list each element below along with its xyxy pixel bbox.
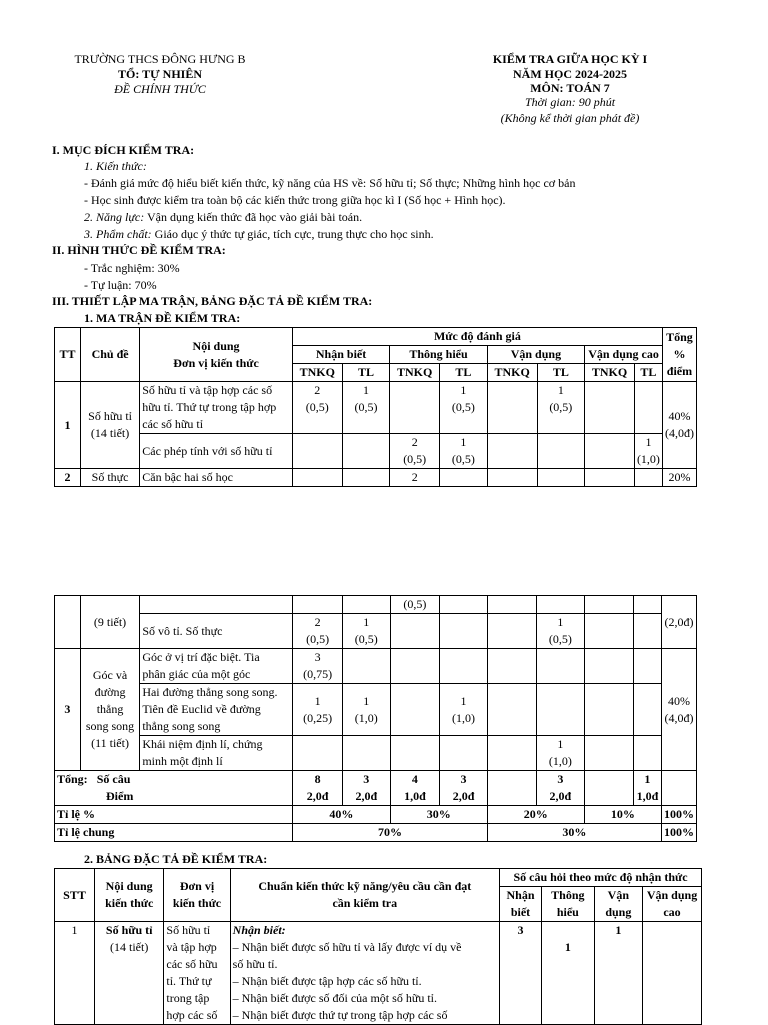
matrix-table-part-1 — [54, 327, 697, 487]
count-cell — [487, 434, 537, 469]
content-cell: Số hữu tỉ và tập hợp các số hữu tỉ. Thứ tự trong tập hợp các số hữu tỉ — [140, 382, 293, 434]
count-cell: 1 (1,0) — [342, 684, 390, 736]
count-cell: 1 (0,5) — [342, 382, 390, 434]
count-cell — [487, 649, 536, 684]
content-cell: Khái niệm định lí, chứng minh một định lí — [140, 736, 293, 771]
ratio-label: Tỉ lệ % — [55, 806, 293, 824]
competence-line — [84, 209, 362, 226]
count-cell — [487, 614, 536, 649]
header-tt: TT — [55, 328, 81, 382]
count-cell — [440, 736, 488, 771]
count-cell: 1 (0,5) — [342, 614, 390, 649]
count-cell — [584, 614, 633, 649]
row-number: 3 — [55, 649, 81, 771]
count-cell — [633, 614, 661, 649]
spec-header-level: Thông hiểu — [542, 887, 595, 922]
sum-cell — [584, 771, 633, 806]
header-tnkq: TNKQ — [292, 364, 342, 382]
ratio-cell: 40% — [293, 806, 390, 824]
count-cell: 1 (0,5) — [537, 382, 585, 434]
count-cell — [440, 469, 488, 487]
overall-ratio-row — [55, 824, 697, 842]
count-cell — [633, 596, 661, 614]
ratio-cell: 100% — [661, 806, 696, 824]
header-level-application: Vận dụng — [487, 346, 584, 364]
total-label-cell: Tổng: Số câu Điểm — [55, 771, 293, 806]
content-cell — [140, 596, 293, 614]
competence-label: 2. Năng lực: — [84, 210, 145, 224]
count-cell — [342, 434, 390, 469]
count-cell — [390, 649, 440, 684]
content-cell: Góc ở vị trí đặc biệt. Tia phân giác của một góc — [140, 649, 293, 684]
school-year: NĂM HỌC 2024-2025 — [513, 67, 627, 81]
header-tl: TL — [634, 364, 662, 382]
table-row — [55, 736, 697, 771]
subject: MÔN: TOÁN 7 — [530, 81, 610, 95]
content-cell: Căn bậc hai số học — [140, 469, 293, 487]
spec-stt: 1 — [55, 922, 95, 1025]
count-cell — [390, 382, 440, 434]
time-note: (Không kể thời gian phát đề) — [500, 111, 640, 125]
header-tl: TL — [537, 364, 585, 382]
count-cell — [487, 596, 536, 614]
sum-cell — [487, 771, 536, 806]
count-cell: 1 (1,0) — [537, 736, 585, 771]
count-cell: 1 (1,0) — [440, 684, 488, 736]
header-tl: TL — [342, 364, 390, 382]
section-1-title: I. MỤC ĐÍCH KIỂM TRA: — [52, 143, 195, 157]
header-tnkq: TNKQ — [487, 364, 537, 382]
table-row — [55, 614, 697, 649]
ratio-cell: 10% — [584, 806, 661, 824]
content-cell: Hai đường thẳng song song. Tiên đề Euclid về đường thẳng song song — [140, 684, 293, 736]
count-cell — [390, 684, 440, 736]
count-cell — [584, 649, 633, 684]
row-number: 2 — [55, 469, 81, 487]
spec-subtitle: 2. BẢNG ĐẶC TẢ ĐỀ KIỂM TRA: — [84, 852, 268, 866]
competence-text: Vận dụng kiến thức đã học vào giải bài toán. — [144, 210, 363, 224]
header-tnkq: TNKQ — [390, 364, 440, 382]
header-total: Tổng % điểm — [662, 328, 696, 382]
count-cell: 2 — [390, 469, 440, 487]
overall-ratio-cell: 30% — [487, 824, 661, 842]
count-cell: 2 (0,5) — [293, 614, 343, 649]
count-cell: 1 (0,5) — [440, 382, 488, 434]
table-row — [55, 922, 702, 1025]
spec-header-standard: Chuẩn kiến thức kỹ năng/yêu cầu cần đạt cần kiểm tra — [230, 869, 499, 922]
matrix-table-part-2 — [54, 595, 697, 842]
count-cell: 1 (1,0) — [634, 434, 662, 469]
count-cell — [633, 649, 661, 684]
topic-cell: (9 tiết) — [80, 596, 140, 649]
school-name: TRƯỜNG THCS ĐÔNG HƯNG B — [74, 52, 246, 66]
total-cell: (2,0đ) — [661, 596, 696, 649]
count-cell — [440, 649, 488, 684]
table-row — [55, 684, 697, 736]
header-level: Mức độ đánh giá — [292, 328, 662, 346]
quality-text: Giáo dục ý thức tự giác, tích cực, trung thực cho học sinh. — [151, 227, 434, 241]
count-cell — [487, 684, 536, 736]
count-cell — [390, 736, 440, 771]
time-limit: Thời gian: 90 phút — [524, 95, 616, 109]
sum-cell: 3 2,0đ — [537, 771, 585, 806]
quality-label: 3. Phẩm chất: — [84, 227, 152, 241]
sum-cell — [661, 771, 696, 806]
spec-header-level: Nhận biết — [499, 887, 541, 922]
count-cell: (0,5) — [390, 596, 440, 614]
count-cell — [293, 736, 343, 771]
count-cell: 1 (0,5) — [440, 434, 488, 469]
overall-ratio-cell: 70% — [293, 824, 488, 842]
count-cell — [585, 382, 635, 434]
count-cell — [342, 649, 390, 684]
spec-header-stt: STT — [55, 869, 95, 922]
count-cell — [584, 736, 633, 771]
total-cell: 20% — [662, 469, 696, 487]
count-cell — [537, 684, 585, 736]
count-cell: 1 (0,25) — [293, 684, 343, 736]
sum-cell: 4 1,0đ — [390, 771, 440, 806]
header-level-high-application: Vận dụng cao — [585, 346, 663, 364]
spec-count-understanding: 1 — [542, 922, 595, 1025]
count-cell: 3 (0,75) — [293, 649, 343, 684]
topic-cell: Số thực — [80, 469, 139, 487]
official-label: ĐỀ CHÍNH THỨC — [114, 82, 206, 96]
ratio-cell: 30% — [390, 806, 487, 824]
count-cell — [537, 469, 585, 487]
content-cell: Số vô tỉ. Số thực — [140, 614, 293, 649]
knowledge-label: 1. Kiến thức: — [84, 159, 147, 173]
count-cell — [487, 469, 537, 487]
table-row — [55, 596, 697, 614]
overall-ratio-label: Tỉ lệ chung — [55, 824, 293, 842]
knowledge-item-1: - Đánh giá mức độ hiểu biết kiến thức, kỹ năng của HS về: Số hữu tỉ; Số thực; Những hình học cơ bản — [84, 176, 576, 190]
overall-ratio-cell: 100% — [661, 824, 696, 842]
count-cell — [634, 382, 662, 434]
row-number — [55, 596, 81, 649]
spec-count-recognition: 3 — [499, 922, 541, 1025]
count-cell — [342, 736, 390, 771]
count-cell — [584, 596, 633, 614]
total-cell: 40% (4,0đ) — [661, 649, 696, 771]
sum-cell: 3 2,0đ — [342, 771, 390, 806]
exam-title: KIỂM TRA GIỮA HỌC KỲ I — [492, 52, 648, 66]
spec-unit: Số hữu tỉ và tập hợp các số hữu tỉ. Thứ tự trong tập hợp các số — [164, 922, 230, 1025]
content-cell: Các phép tính với số hữu tỉ — [140, 434, 293, 469]
topic-cell: Góc và đường thẳng song song (11 tiết) — [80, 649, 140, 771]
form-essay: - Tự luận: 70% — [84, 278, 157, 292]
spec-count-high-application — [643, 922, 702, 1025]
spec-header-level: Vận dụng cao — [643, 887, 702, 922]
section-3-title: III. THIẾT LẬP MA TRẬN, BẢNG ĐẶC TẢ ĐỀ KIỂM TRA: — [52, 294, 373, 308]
count-cell — [390, 614, 440, 649]
count-cell — [293, 596, 343, 614]
form-mcq: - Trắc nghiệm: 30% — [84, 261, 180, 275]
matrix-subtitle: 1. MA TRẬN ĐỀ KIỂM TRA: — [84, 311, 241, 325]
count-cell — [342, 596, 390, 614]
sum-cell: 1 1,0đ — [633, 771, 661, 806]
sum-cell: 3 2,0đ — [440, 771, 488, 806]
count-cell: 2 (0,5) — [390, 434, 440, 469]
count-cell — [585, 469, 635, 487]
ratio-cell: 20% — [487, 806, 584, 824]
table-row — [55, 382, 697, 434]
count-cell — [487, 382, 537, 434]
header-tnkq: TNKQ — [585, 364, 635, 382]
quality-line — [84, 226, 434, 243]
count-cell — [292, 434, 342, 469]
header-level-understanding: Thông hiểu — [390, 346, 487, 364]
count-cell — [537, 596, 585, 614]
count-cell — [292, 469, 342, 487]
count-cell — [585, 434, 635, 469]
spec-content: Số hữu tỉ (14 tiết) — [94, 922, 163, 1025]
topic-cell: Số hữu tỉ (14 tiết) — [80, 382, 139, 469]
total-row — [55, 771, 697, 806]
count-cell: 1 (0,5) — [537, 614, 585, 649]
row-number: 1 — [55, 382, 81, 469]
spec-header-content: Nội dung kiến thức — [94, 869, 163, 922]
ratio-row — [55, 806, 697, 824]
table-row — [55, 649, 697, 684]
knowledge-item-2: - Học sinh được kiểm tra toàn bộ các kiến thức trong giữa học kì I (Số học + Hình học). — [84, 193, 506, 207]
count-cell — [440, 596, 488, 614]
count-cell — [584, 684, 633, 736]
department: TỔ: TỰ NHIÊN — [117, 67, 202, 81]
count-cell — [440, 614, 488, 649]
count-cell — [342, 469, 390, 487]
spec-count-application: 1 — [594, 922, 642, 1025]
table-row — [55, 469, 697, 487]
header-tl: TL — [440, 364, 488, 382]
spec-header-unit: Đơn vị kiến thức — [164, 869, 230, 922]
count-cell — [487, 736, 536, 771]
spec-header-level: Vận dụng — [594, 887, 642, 922]
count-cell — [633, 736, 661, 771]
header-content: Nội dung Đơn vị kiến thức — [140, 328, 293, 382]
header-topic: Chủ đề — [80, 328, 139, 382]
count-cell — [537, 434, 585, 469]
spec-header-count: Số câu hỏi theo mức độ nhận thức — [499, 869, 701, 887]
spec-table — [54, 868, 702, 1025]
count-cell — [634, 469, 662, 487]
total-cell: 40% (4,0đ) — [662, 382, 696, 469]
header-level-recognition: Nhận biết — [292, 346, 389, 364]
count-cell — [633, 684, 661, 736]
section-2-title: II. HÌNH THỨC ĐỀ KIỂM TRA: — [52, 243, 226, 257]
table-row — [55, 434, 697, 469]
sum-cell: 8 2,0đ — [293, 771, 343, 806]
count-cell — [537, 649, 585, 684]
count-cell: 2 (0,5) — [292, 382, 342, 434]
spec-standard: Nhận biết: – Nhận biết được số hữu tỉ và lấy được ví dụ về số hữu tỉ. – Nhận biết được tập hợp các số hữu tỉ. – Nhận biết được số đối của một số hữu tỉ. – Nhận biết được thứ tự trong tập hợp các số — [230, 922, 499, 1025]
